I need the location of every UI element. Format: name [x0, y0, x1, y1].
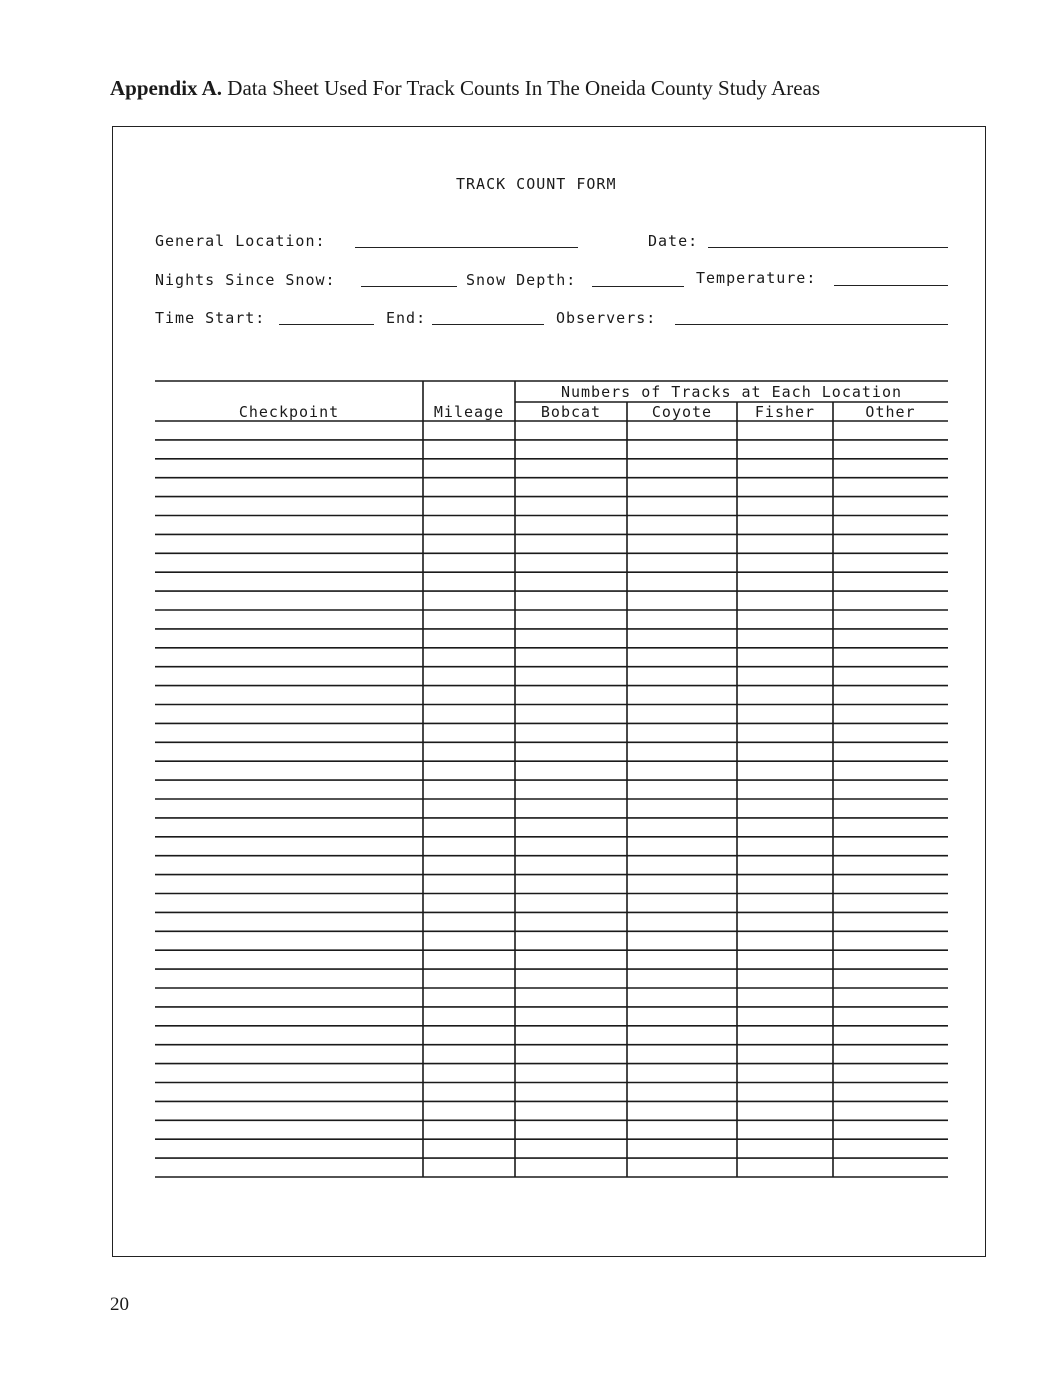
- time-start-label: Time Start:: [155, 309, 266, 327]
- observers-label: Observers:: [556, 309, 657, 327]
- page-number: 20: [110, 1294, 129, 1315]
- nights-since-snow-label: Nights Since Snow:: [155, 271, 336, 289]
- column-header-checkpoint: Checkpoint: [238, 403, 340, 421]
- caption-label: Appendix A.: [110, 76, 223, 100]
- caption-text: Data Sheet Used For Track Counts In The Oneida County Study Areas: [227, 76, 821, 100]
- temperature-label: Temperature:: [696, 269, 817, 287]
- date-label: Date:: [648, 232, 699, 250]
- column-header-mileage: Mileage: [433, 403, 505, 421]
- column-header-bobcat: Bobcat: [540, 403, 602, 421]
- general-location-label: General Location:: [155, 232, 326, 250]
- column-header-fisher: Fisher: [754, 403, 816, 421]
- column-header-other: Other: [865, 403, 916, 421]
- form-title: TRACK COUNT FORM: [456, 175, 617, 193]
- snow-depth-label: Snow Depth:: [466, 271, 577, 289]
- end-label: End:: [386, 309, 427, 327]
- column-header-coyote: Coyote: [651, 403, 713, 421]
- group-header-label: Numbers of Tracks at Each Location: [560, 383, 903, 401]
